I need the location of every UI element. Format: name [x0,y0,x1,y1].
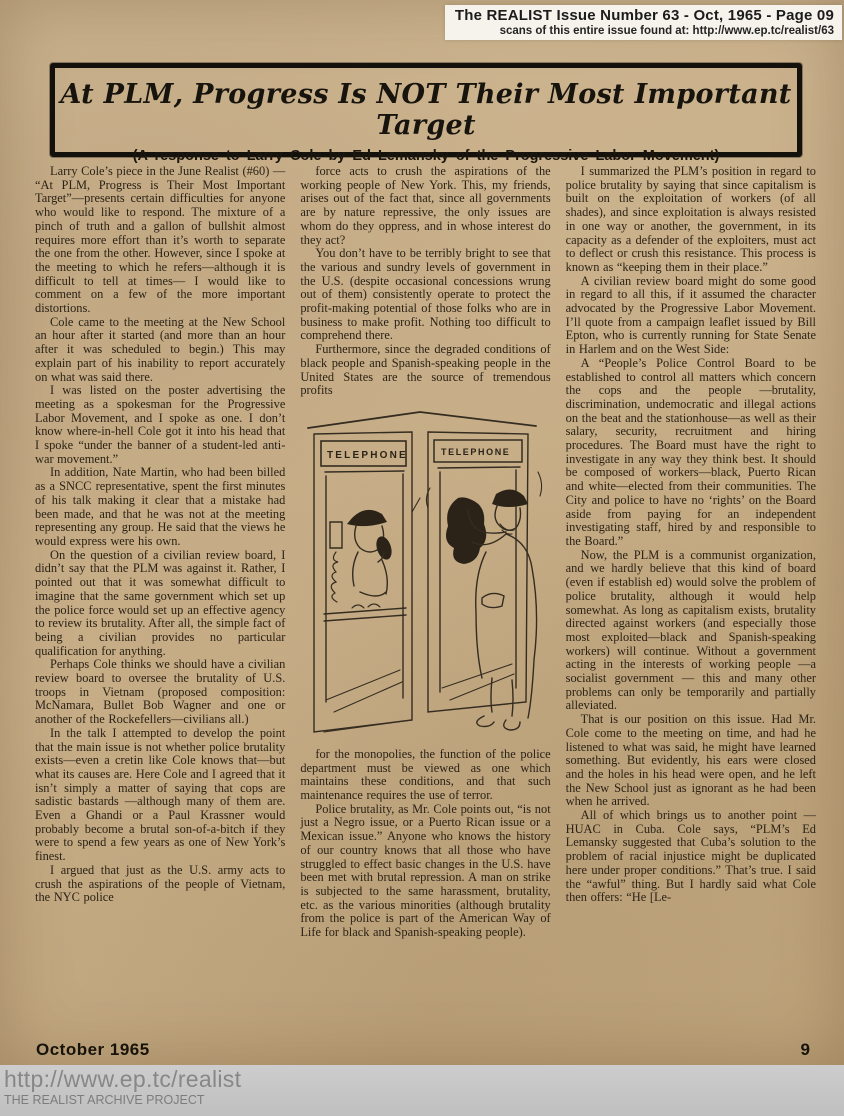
phone-cord [332,552,339,602]
paragraph: A civilian review board might do some good in regard to all this, if it assumed the character advocated by the Progressive Labor Movement. I’ll quote from a campaign leaflet issued by Bill Epton, who is currently running for State Senate in Harlem and on the West Side: [565,273,816,357]
paragraph: Police brutality, as Mr. Cole points out, “is not just a Negro issue, or a Puerto Rican issue or a Mexican issue.” Anyone who knows the history of our country knows that all those who have struggled to effect basic changes in the U.S. have been met with brutal repression. A man on strike is subjected to the same harassment, brutality, etc. as the various minorities (although brutality from the police is part of the American Way of Life for black and Spanish-speaking people). [300,801,551,940]
scan-header-source-url: scans of this entire issue found at: http://www.ep.tc/realist/63 [499,25,834,37]
scan-header [445,5,842,40]
left-booth-window-frame [326,474,403,702]
archive-project-label: THE REALIST ARCHIVE PROJECT [4,1093,205,1107]
paragraph: On the question of a civilian review board, I didn’t say that the PLM was against it. Rather, I pointed out that it was somewhat difficult to imagine that the same government which set up the police force would set up an effective agency to review its brutality. After all, the simple fact of being a civilian provides no particular qualification for anything. [35,547,286,658]
wall-phone-box [330,522,342,548]
standing-man-feet [477,716,520,730]
page-footer [36,1040,810,1060]
book-in-hand [482,593,504,607]
paragraph: Furthermore, since the degraded conditions of black people and Spanish-speaking people in the United States are the source of tremendous profits [300,342,551,398]
right-booth-frame [428,432,528,712]
column-3 [566,165,816,940]
paragraph: In the talk I attempted to develop the point that the main issue is not whether police brutality exists—even a cretin like Cole knows that—but what its causes are. Here Cole and I agreed that it isn’t simply a matter of saying that cops are sadistic bastards —although many of them are. Even a Ghandi or a Paul Krassner would probably become a brutal son-of-a-bitch if they were to spend a few years as one of New York’s finest. [35,725,286,864]
left-booth-frame [314,432,412,732]
paragraph: A “People’s Police Control Board to be established to control all matters which concern the cops and the people —brutality, discrimination, undemocratic and illegal actions on the beat and the stationhouse—as well as their salary, security, recruitment and hiring procedures. The Board must have the right to investigate in any way they think best. It should be composed of workers—black, Puerto Rican and white—elected from their communities. The City and police to have no ‘rights’ on the Board aside from paying for an independent investigating staff, hired by and responsible to the Board.” [565,355,816,548]
paragraph: I summarized the PLM’s position in regard to police brutality by saying that since capitalism is built on the exploitation of workers (of all shades), and since exploitation is always resisted in one way or another, the government, in its capacity as a defender of the exploiters, must act to deflect or crush this resistance. This process is known as “keeping them in their place.” [565,164,816,274]
left-booth-floor [324,670,412,732]
caller-hat [347,510,387,526]
cartoon-illustration [300,402,550,742]
archive-url-link[interactable]: http://www.ep.tc/realist [4,1066,242,1092]
article-title: At PLM, Progress Is NOT Their Most Important Target [60,79,792,141]
paragraph: In addition, Nate Martin, who had been billed as a SNCC representative, spent the first minutes of his talk making it clear that a mistake had been made, and that he was not at the meeting representing any group. He said that the views he would express were his own. [35,465,286,548]
paragraph: Perhaps Cole thinks we should have a civilian review board to oversee the brutality of U.S. troops in Vietnam (proposed composition: McNamara, Bullet Bob Wagner and one or another of the Rockefellers—civilians all.) [35,657,286,727]
paragraph: I argued that just as the U.S. army acts to crush the aspirations of the people of Vietnam, the NYC police [35,862,286,905]
paragraph: Larry Cole’s piece in the June Realist (#60) — “At PLM, Progress is Their Most Important Target”—presents certain difficulties for anyone who would like to respond. The mixture of a pinch of truth and a gallon of bullshit almost requires more effort than it’s worth to separate the one from the other. However, since I spoke at the meeting to which he refers—although it is difficult to tell at times— I would like to comment on a few of the more important distortions. [35,164,286,316]
column-1 [35,165,285,940]
paragraph: All of which brings us to another point — HUAC in Cuba. Cole says, “PLM’s Ed Lemansky suggested that Cuba’s solution to the problem of racial injustice might be duplicated here under proper conditions.” That’s true. I said the “awful” thing. But I hardly said what Cole then offers: “He [Le- [565,808,816,905]
article-subtitle: (A response to Larry Cole by Ed Lemansky of the Progressive Labor Movement) [132,148,720,164]
paragraph: Now, the PLM is a communist organization, and we hardly believe that this kind of board (even if establish ed) would solve the problem of police brutality, although it would help somewhat. As long as capitalism exists, brutality directed against workers (and especially those most exploited—black and Spanish-speaking workers) will continue. Without a government acting in the interests of working people —a socialist government — this and many other problems can only be temporarily and partially alleviated. [565,547,816,713]
telephone-sign-label: TELEPHONE [327,449,409,461]
telephone-sign-label: TELEPHONE [441,446,511,457]
issue-date: October 1965 [36,1040,150,1059]
page-number: 9 [800,1040,810,1059]
paragraph: for the monopolies, the function of the police department must be viewed as one which maintains these conditions, and that such maintenance requires the use of terror. [300,746,551,803]
paragraph: You don’t have to be terribly bright to see that the various and sundry levels of government in the U.S. (despite occasional concessions wrung out of them) consistently operate to protect the profit-making potential of those folks who are in business to make profit. Nothing too difficult to comprehend there. [300,246,551,343]
paragraph: I was listed on the poster advertising the meeting as a spokesman for the Progressive Labor Movement, and I spoke as one. I don’t know where-in-hell Cole got it into his head that I spoke “under the banner of a student-led anti-war movement.” [35,383,286,466]
paragraph: Cole came to the meeting at the New School an hour after it started (and more than an hour after it was scheduled to begin.) This may explain part of his inability to report accurately on what was said there. [35,314,286,384]
article-title-box [50,63,802,164]
paragraph: force acts to crush the aspirations of the working people of New York. This, my friends, arises out of the fact that, since all governments are by nature repressive, the only issues are whom do they oppress, and in whose interest do they act? [300,164,551,247]
telephone-booths-cartoon [300,402,547,742]
right-booth-floor [442,664,514,700]
phone-receiver [374,534,395,561]
caller-hands [352,604,380,608]
standing-man-legs [491,678,513,716]
scan-header-title: The REALIST Issue Number 63 - Oct, 1965 - Page 09 [454,7,834,24]
article-columns [35,165,816,940]
left-booth-mullion [325,471,404,472]
booth-ledge [324,608,406,621]
archive-bar [0,1065,844,1116]
paragraph: That is our position on this issue. Had Mr. Cole come to the meeting on time, and had he listened to what was said, he might have learned something. But evidently, his ears were closed and the holes in his head were open, and he left the New School just as ignorant as he had been when he arrived. [565,712,816,809]
column-2 [300,165,550,940]
booth-roof-line [308,412,536,428]
